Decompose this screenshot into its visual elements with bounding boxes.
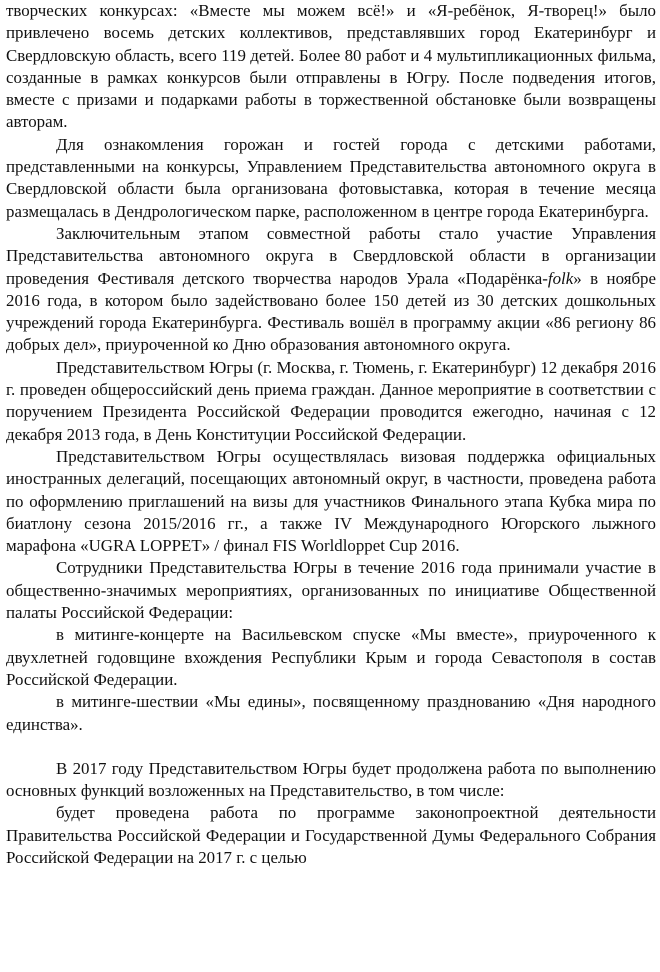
paragraph-photo-exhibition: Для ознакомления горожан и гостей города с детскими работами, представленными на конкурсы, Управлением Представительства автономного округа в Свердловской области была организована фотовыставка, которая в течение месяца размещалась в Дендрологическом парке, расположенном в центре города Екатеринбурга.	[6, 134, 656, 221]
paragraph-gap	[6, 736, 656, 758]
paragraph-festival	[6, 223, 656, 357]
festival-text-start: Заключительным этапом совместной работы стало участие Управления Представительства автономного округа в Свердловской области в организации проведения Фестиваля детского творчества народов Урала «Подарёнка-	[6, 223, 656, 288]
festival-folk-word: folk	[547, 268, 574, 288]
paragraph-rally-march: в митинге-шествии «Мы едины», посвященному празднованию «Дня народного единства».	[6, 692, 656, 734]
paragraph-citizen-reception: Представительством Югры (г. Москва, г. Тюмень, г. Екатеринбург) 12 декабря 2016 г. проведен общероссийский день приема граждан. Данное мероприятие в соответствии с поручением Президента Российской Федерации проводится ежегодно, начиная с 12 декабря 2013 года, в День Конституции Российской Федерации.	[6, 357, 656, 444]
paragraph-public-events: Сотрудники Представительства Югры в течение 2016 года принимали участие в общественно-значимых мероприятиях, организованных по инициативе Общественной палаты Российской Федерации:	[6, 558, 656, 623]
paragraph-contests: творческих конкурсах: «Вместе мы можем всё!» и «Я-ребёнок, Я-творец!» было привлечено восемь детских коллективов, представлявших город Екатеринбург и Свердловскую область, всего 119 детей. Более 80 работ и 4 мультипликационных фильма, созданные в рамках конкурсов были отправлены в Югру. После подведения итогов, вместе с призами и подарками работы в торжественной обстановке были возвращены авторам.	[6, 1, 656, 132]
paragraph-rally-concert: в митинге-концерте на Васильевском спуске «Мы вместе», приуроченного к двухлетней годовщине вхождения Республики Крым и города Севастополя в состав Российской Федерации.	[6, 625, 656, 689]
paragraph-plans-2017: В 2017 году Представительством Югры будет продолжена работа по выполнению основных функций возложенных на Представительство, в том числе:	[6, 758, 656, 801]
festival-text-end: » в ноябре 2016 года, в котором было задействовано более 150 детей из 30 детских дошкольных учреждений города Екатеринбурга. Фестиваль вошёл в программу акции «86 региону 86 добрых дел», приуроченной ко Дню образования автономного округа.	[6, 268, 656, 355]
paragraph-legislative-program: будет проведена работа по программе законопроектной деятельности Правительства Российской Федерации и Государственной Думы Федерального Собрания Российской Федерации на 2017 г. с целью	[6, 803, 656, 867]
document-page	[6, 0, 656, 869]
paragraph-visa-support: Представительством Югры осуществлялась визовая поддержка официальных иностранных делегаций, посещающих автономный округ, в частности, проведена работа по оформлению приглашений на визы для участников Финального этапа Кубка мира по биатлону сезона 2015/2016 гг., а также IV Международного Югорского лыжного марафона «UGRA LOPPET» / финал FIS Worldloppet Cup 2016.	[6, 446, 656, 556]
